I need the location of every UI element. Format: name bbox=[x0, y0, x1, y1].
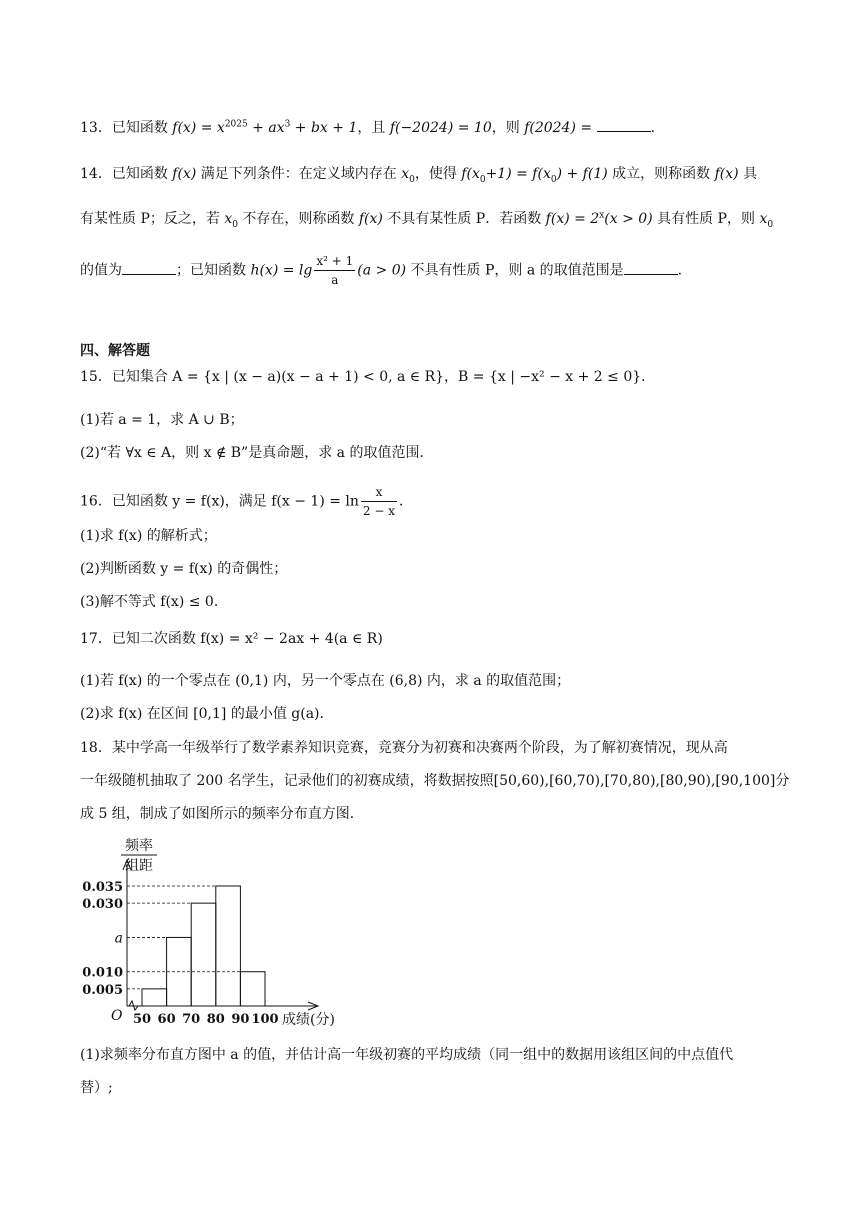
problem-16-part-2: (2)判断函数 y = f(x) 的奇偶性； bbox=[80, 561, 288, 577]
problem-number: 13． bbox=[80, 120, 112, 136]
y-tick-label: 0.005 bbox=[82, 982, 123, 998]
problem-17-part-2: (2)求 f(x) 在区间 [0,1] 的最小值 g(a)． bbox=[80, 706, 334, 722]
problem-17-part-1: (1)若 f(x) 的一个零点在 (0,1) 内，另一个零点在 (6,8) 内，求 a 的取值范围； bbox=[80, 673, 571, 689]
problem-17-stem: 17．已知二次函数 f(x) = x² − 2ax + 4(a ∈ R) bbox=[80, 631, 383, 647]
problem-15-stem: 15．已知集合 A = {x | (x − a)(x − a + 1) < 0, a ∈ R}，B = {x | −x² − x + 2 ≤ 0}． bbox=[80, 369, 656, 385]
y-tick-label: 0.010 bbox=[82, 965, 123, 981]
problem-16-part-1: (1)求 f(x) 的解析式； bbox=[80, 528, 217, 544]
x-axis-label: 成绩(分) bbox=[282, 1012, 335, 1028]
fraction: $\frac{x}{2 - x}$ bbox=[362, 485, 396, 518]
origin-label: O bbox=[111, 1008, 123, 1024]
problem-18-part-1-line-1: (1)求频率分布直方图中 a 的值，并估计高一年级初赛的平均成绩（同一组中的数据用该组区间的中点值代 bbox=[80, 1047, 734, 1063]
x-tick-label: 100 bbox=[251, 1012, 279, 1027]
x-tick-label: 50 bbox=[132, 1012, 152, 1027]
problem-18-line-2: 一年级随机抽取了 200 名学生，记录他们的初赛成绩，将数据按照[50,60),[60,70),[70,80),[80,90),[90,100]分 bbox=[80, 773, 790, 789]
x-tick-label: 70 bbox=[182, 1012, 201, 1027]
answer-blank[interactable] bbox=[597, 119, 651, 132]
problem-14-line-2: 有某性质 P；反之，若 $x_0$ 不存在，则称函数 f(x) 不具有某性质 P．若函数 $f(x) = 2^x(x > 0)$ 具有性质 P，则 $x_0$ bbox=[80, 210, 774, 230]
problem-15-part-1: (1)若 a = 1，求 A ∪ B； bbox=[80, 412, 244, 428]
y-tick-label: 0.030 bbox=[82, 897, 123, 913]
x-tick-label: 90 bbox=[231, 1012, 250, 1027]
problem-15-part-2: (2)“若 ∀x ∈ A，则 x ∉ B”是真命题，求 a 的取值范围． bbox=[80, 445, 434, 461]
x-tick-label: 80 bbox=[206, 1012, 225, 1027]
answer-blank[interactable] bbox=[122, 262, 176, 275]
y-axis-label-bottom: 组距 bbox=[125, 858, 153, 874]
histogram-bar bbox=[191, 903, 216, 1006]
y-axis-label-top: 频率 bbox=[125, 838, 153, 854]
frequency-histogram bbox=[72, 836, 362, 1031]
answer-blank[interactable] bbox=[624, 262, 678, 275]
section-heading: 四、解答题 bbox=[80, 343, 150, 359]
histogram-bar bbox=[216, 886, 241, 1006]
problem-14-line-3: 的值为 ；已知函数 h(x) = lg $\frac{\text{x² + 1}}{a}$ (a > 0) 不具有性质 P，则 a 的取值范围是 . bbox=[80, 254, 683, 287]
problem-14-line-1: 14．已知函数 f(x) 满足下列条件：在定义域内存在 $x_0$，使得 $f(x_0+1) = f(x_0) + f(1)$ 成立，则称函数 f(x) 具 bbox=[80, 166, 758, 185]
problem-number: 14． bbox=[80, 166, 112, 182]
histogram-bar bbox=[142, 989, 167, 1006]
problem-16-stem: 16．已知函数 y = f(x)，满足 f(x − 1) = ln $\frac{x}{2 - x}$ ． bbox=[80, 485, 414, 518]
problem-16-part-3: (3)解不等式 f(x) ≤ 0． bbox=[80, 594, 228, 610]
y-tick-label: 0.035 bbox=[82, 880, 123, 895]
problem-13: 13．已知函数 $f(x) = x^{2025} + ax^3$ + bx + 1，且 f(−2024) = 10，则 f(2024) = . bbox=[80, 119, 656, 136]
fraction: $\frac{\text{x² + 1}}{a}$ bbox=[316, 254, 354, 287]
y-tick-label: a bbox=[114, 930, 123, 947]
problem-18-part-1-line-2: 替）; bbox=[80, 1080, 113, 1096]
problem-18-line-3: 成 5 组，制成了如图所示的频率分布直方图． bbox=[80, 806, 364, 822]
problem-18-line-1: 18．某中学高一年级举行了数学素养知识竞赛，竞赛分为初赛和决赛两个阶段，为了解初赛情况，现从高 bbox=[80, 740, 728, 756]
x-tick-label: 60 bbox=[157, 1012, 176, 1027]
histogram-bar bbox=[240, 972, 265, 1006]
